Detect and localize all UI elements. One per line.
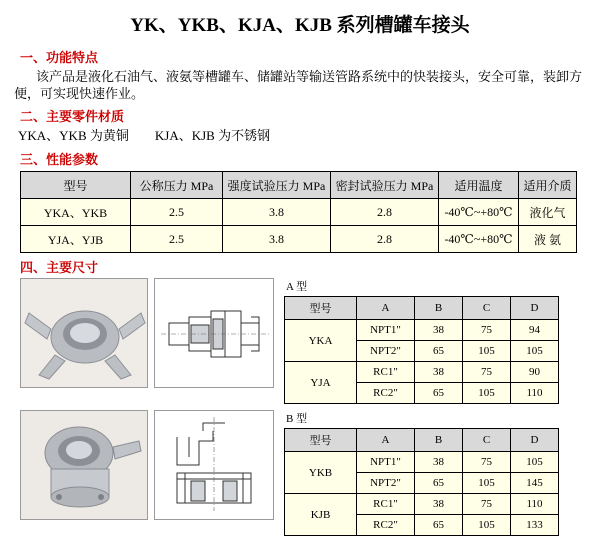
- perf-col-2: 强度试验压力 MPa: [223, 172, 331, 199]
- perf-col-3: 密封试验压力 MPa: [331, 172, 439, 199]
- perf-r1-c5: 液 氨: [519, 226, 577, 253]
- page-title: YK、YKB、KJA、KJB 系列槽罐车接头: [130, 15, 470, 36]
- dimB-r2-c0: KJB: [285, 494, 357, 536]
- perf-r0-c4: -40℃~+80℃: [439, 199, 519, 226]
- dimA-r2-c3: 75: [463, 362, 511, 383]
- section-heading-dimensions: 四、主要尺寸: [20, 260, 99, 275]
- dimB-col-3: C: [463, 429, 511, 452]
- table-header-row: [21, 172, 577, 199]
- product-photo-b: [20, 410, 148, 520]
- features-paragraph: 该产品是液化石油气、液氨等槽罐车、储罐站等输送管路系统中的快装接头，安全可靠，装卸方便，可实现快速作业。: [14, 69, 583, 101]
- dimB-r2-c4: 110: [511, 494, 559, 515]
- perf-col-0: 型号: [21, 172, 131, 199]
- dimB-r0-c2: 38: [415, 452, 463, 473]
- dimB-col-0: 型号: [285, 429, 357, 452]
- dimension-table-b: [284, 428, 559, 536]
- dimA-r0-c2: 38: [415, 320, 463, 341]
- dimA-r3-c3: 105: [463, 383, 511, 404]
- dimA-col-2: B: [415, 297, 463, 320]
- perf-r1-c1: 2.5: [131, 226, 223, 253]
- perf-r1-c4: -40℃~+80℃: [439, 226, 519, 253]
- dimension-group-b: [20, 410, 586, 536]
- table-row: [285, 362, 559, 383]
- table-row: [285, 494, 559, 515]
- perf-r1-c3: 2.8: [331, 226, 439, 253]
- material-right: KJA、KJB 为不锈钢: [154, 128, 271, 143]
- dimA-r0-c0: YKA: [285, 320, 357, 362]
- dimA-r2-c0: YJA: [285, 362, 357, 404]
- dimension-group-a: [20, 278, 586, 404]
- images-group-b: [20, 410, 274, 520]
- dimB-r3-c3: 105: [463, 515, 511, 536]
- dimA-r0-c1: NPT1": [357, 320, 415, 341]
- dimB-col-2: B: [415, 429, 463, 452]
- table-row: [21, 226, 577, 253]
- dimA-r2-c1: RC1": [357, 362, 415, 383]
- technical-drawing-a: [154, 278, 274, 388]
- dimA-r1-c2: 65: [415, 341, 463, 362]
- perf-col-5: 适用介质: [519, 172, 577, 199]
- dimB-r3-c4: 133: [511, 515, 559, 536]
- table-row: [285, 320, 559, 341]
- dimA-r3-c2: 65: [415, 383, 463, 404]
- perf-r1-c0: YJA、YJB: [21, 226, 131, 253]
- perf-col-4: 适用温度: [439, 172, 519, 199]
- dimA-r2-c2: 38: [415, 362, 463, 383]
- perf-r1-c2: 3.8: [223, 226, 331, 253]
- dimB-r3-c1: RC2": [357, 515, 415, 536]
- perf-col-1: 公称压力 MPa: [131, 172, 223, 199]
- dimension-table-b-wrap: [284, 410, 559, 536]
- table-row: [285, 452, 559, 473]
- dimB-col-4: D: [511, 429, 559, 452]
- dimA-r0-c3: 75: [463, 320, 511, 341]
- dimA-col-4: D: [511, 297, 559, 320]
- performance-table: [20, 171, 577, 253]
- dimB-r1-c3: 105: [463, 473, 511, 494]
- perf-r0-c3: 2.8: [331, 199, 439, 226]
- dimA-r1-c3: 105: [463, 341, 511, 362]
- dimA-col-1: A: [357, 297, 415, 320]
- features-text: [14, 68, 586, 102]
- dimB-r1-c1: NPT2": [357, 473, 415, 494]
- dimB-r0-c1: NPT1": [357, 452, 415, 473]
- table-header-row: [285, 429, 559, 452]
- dimB-r0-c4: 105: [511, 452, 559, 473]
- dimA-r3-c4: 110: [511, 383, 559, 404]
- perf-r0-c5: 液化气: [519, 199, 577, 226]
- dimA-r1-c4: 105: [511, 341, 559, 362]
- material-text: [18, 127, 586, 145]
- perf-r0-c1: 2.5: [131, 199, 223, 226]
- dimB-r3-c2: 65: [415, 515, 463, 536]
- type-label-b: B 型: [286, 413, 308, 425]
- perf-r0-c0: YKA、YKB: [21, 199, 131, 226]
- section-heading-features: 一、功能特点: [20, 50, 99, 65]
- dimB-r1-c2: 65: [415, 473, 463, 494]
- table-row: [21, 199, 577, 226]
- dimB-col-1: A: [357, 429, 415, 452]
- dimB-r2-c2: 38: [415, 494, 463, 515]
- section-heading-material: 二、主要零件材质: [20, 109, 125, 124]
- material-left: YKA、YKB 为黄铜: [18, 128, 129, 143]
- dimB-r0-c0: YKB: [285, 452, 357, 494]
- product-photo-a: [20, 278, 148, 388]
- technical-drawing-b: [154, 410, 274, 520]
- dimA-col-3: C: [463, 297, 511, 320]
- table-header-row: [285, 297, 559, 320]
- dimA-r2-c4: 90: [511, 362, 559, 383]
- dimB-r0-c3: 75: [463, 452, 511, 473]
- dimA-r3-c1: RC2": [357, 383, 415, 404]
- images-group-a: [20, 278, 274, 388]
- section-heading-performance: 三、性能参数: [20, 152, 99, 167]
- dimB-r1-c4: 145: [511, 473, 559, 494]
- dimA-col-0: 型号: [285, 297, 357, 320]
- dimension-table-a: [284, 296, 559, 404]
- dimA-r0-c4: 94: [511, 320, 559, 341]
- dimB-r2-c3: 75: [463, 494, 511, 515]
- type-label-a: A 型: [286, 281, 308, 293]
- perf-r0-c2: 3.8: [223, 199, 331, 226]
- dimA-r1-c1: NPT2": [357, 341, 415, 362]
- dimB-r2-c1: RC1": [357, 494, 415, 515]
- dimension-table-a-wrap: [284, 278, 559, 404]
